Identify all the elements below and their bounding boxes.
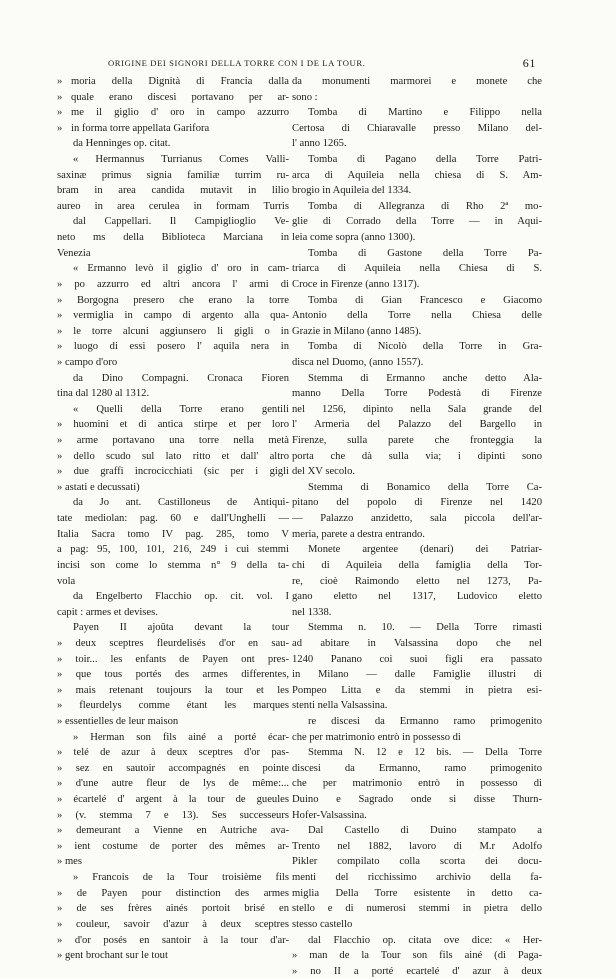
line-text: aureo in area cerulea in formam Turris [57,200,289,212]
line-text: menti del ricchissimo archivio della fa- [292,872,542,884]
line-text: » po azzurro ed altri ancora l' armi di [57,278,289,290]
quote-mark: » [57,122,63,134]
text-line [57,683,289,699]
line-text: » le torre alcuni aggiunsero li gigli o in [57,325,289,337]
text-line [292,464,542,480]
line-text: Monete argentee (denari) dei Patriar- [308,544,542,556]
line-text: Duino e Sagrado onde si disse Thurn- [292,794,542,806]
line-text: » man de la Tour son fils ainé (di Paga- [292,950,542,962]
line-text: da Engelberto Flacchio op. cit. vol. I [73,591,289,603]
line-text: ad abitare in Valsassina dopo che nel [292,637,542,649]
line-text: bram in area candida mutavit in lilio [57,185,289,197]
line-text: « Hermannus Turrianus Comes Valli- [73,154,289,166]
text-line [57,293,289,309]
line-text: nel 1338. [292,606,332,618]
text-line [292,371,542,387]
text-line [57,449,289,465]
line-text: tate mediolan: pag. 60 e dall'Unghelli — [57,513,289,525]
text-line [57,261,289,277]
text-line [292,480,542,496]
line-text: da monumenti marmorei e monete che [292,76,542,87]
text-line [57,589,289,605]
line-text: » que tous portés des armes differentes, [57,669,289,681]
line-text: » luogo di essi posero l' aquila nera in [57,341,289,353]
text-line [57,308,289,324]
text-line [57,464,289,480]
text-line [292,495,542,511]
line-text: Italia Sacra tomo IV pag. 285, tomo V [57,528,289,540]
text-line [292,808,542,824]
text-line [292,277,542,293]
text-line [292,527,542,543]
text-line [57,542,289,558]
line-text: » Herman son fils ainé a porté écar- [73,731,289,743]
line-text: meria, parete a destra entrando. [292,528,425,540]
right-column [292,74,542,979]
text-line [292,74,542,90]
text-line [57,605,289,621]
text-line [57,667,289,683]
line-text: quale erano discesi portavano per ar- [71,91,289,103]
line-text: pitano del popolo di Firenze nel 1420 [292,497,542,509]
line-text: Tomba di Pagano della Torre Patri- [308,154,542,166]
text-line [57,698,289,714]
line-text: — Palazzo anzidetto, sala piccola dell'ar- [292,513,542,525]
text-line [57,339,289,355]
line-text: miglia Della Torre esistente in detto ca- [292,887,542,899]
text-line [292,933,542,949]
line-text: Pompeo Litta e da stemmi in pietra esi- [292,684,542,696]
line-text: Dal Castello di Duino stampato a [308,825,542,837]
text-line [57,277,289,293]
line-text: l' Armeria del Palazzo del Bargello in [292,419,542,431]
line-text: nel 1256, dipinto nella Sala grande del [292,403,542,415]
text-line [292,152,542,168]
text-line [57,183,289,199]
running-title: ORIGINE DEI SIGNORI DELLA TORRE CON I DE LA TOUR. [108,58,366,68]
text-line [292,667,542,683]
line-text: Pikler compilato colla scorta dei docu- [292,856,542,868]
line-text: « Ermanno levò il giglio d' oro in cam- [73,263,289,275]
text-line [57,886,289,902]
text-line [57,870,289,886]
text-line [292,168,542,184]
text-line [292,230,542,246]
line-text: » no II a porté ecartelé d' azur à deux [292,965,542,977]
line-text: re, cioè Raimondo eletto nel 1273, Pa- [292,575,542,587]
line-text: l' anno 1265. [292,138,347,150]
text-line [57,901,289,917]
line-text: Stemma di Bonamico della Torre Ca- [308,481,542,493]
line-text: brogio in Aquileia del 1334. [292,185,412,197]
line-text: da Jo ant. Castilloneus de Antiqui- [73,497,289,509]
line-text: Tomba di Martino e Filippo nella [308,107,542,119]
text-line [292,964,542,979]
line-text: » demeurant a Vienne en Autriche ava- [57,825,289,837]
text-line [292,449,542,465]
line-text: Tomba di Nicolò della Torre in Gra- [308,341,542,353]
text-line [292,542,542,558]
line-text: sono : [292,91,318,103]
text-line [292,199,542,215]
text-line [292,402,542,418]
line-text: capit : armes et devises. [57,606,158,618]
running-header [80,56,536,72]
line-text: stello e di numerosi stemmi in pietra dello [292,903,542,915]
line-text: Tomba di Allegranza di Rho 2ª mo- [308,200,542,212]
text-line [57,90,289,106]
text-line [292,917,542,933]
text-line [57,823,289,839]
text-line [292,901,542,917]
line-text: » Francois de la Tour troisième fils [73,872,289,884]
text-line [57,745,289,761]
text-line [292,792,542,808]
line-text: che per matrimonio entrò in possesso di [292,731,461,743]
line-text: stesso castello [292,918,353,930]
text-line [57,652,289,668]
text-line [57,776,289,792]
line-text: Hofer-Valsassina. [292,809,367,821]
line-text: » essentielles de leur maison [57,715,179,727]
text-line [292,355,542,371]
text-line [57,495,289,511]
text-line [292,761,542,777]
line-text: » gent brochant sur le tout [57,950,168,962]
text-line [57,230,289,246]
line-text: » telé de azur à deux sceptres d'or pas- [57,747,289,759]
line-text: disca nel Duomo, (anno 1557). [292,356,424,368]
text-line [57,214,289,230]
line-text: in forma torre appellata Garifora [71,122,210,134]
text-line [292,90,542,106]
text-line [292,605,542,621]
text-line [292,870,542,886]
line-text: incisi son come lo stemma n° 9 della ta- [57,559,289,571]
text-line [292,948,542,964]
line-text: » deux sceptres fleurdelisés d'or en sau- [57,637,289,649]
text-line [292,121,542,137]
line-text: » huomini et di antica stirpe et per loro [57,419,289,431]
text-line [292,308,542,324]
text-line [57,74,289,90]
text-line [57,839,289,855]
text-line [57,152,289,168]
line-text: vola [57,575,76,587]
text-line [57,136,289,152]
line-text: » due graffi incrocicchiati (sic per i gigli [57,466,289,478]
line-text: » Borgogna presero che erano la torre [57,294,289,306]
text-line [57,714,289,730]
line-text: gano eletto nel 1317, Ludovico eletto [292,591,542,603]
text-line [57,948,289,964]
line-text: Certosa di Chiaravalle presso Milano del- [292,122,542,134]
text-line [292,636,542,652]
line-text: dal Cappellari. Il Campiglioglio Ve- [73,216,289,228]
text-line [292,105,542,121]
text-line [57,917,289,933]
text-line [292,433,542,449]
line-text: tina dal 1280 al 1312. [57,388,150,400]
left-column [57,74,289,964]
line-text: discesi da Ermanno, ramo primogenito [292,762,542,774]
text-line [292,339,542,355]
line-text: Croce in Firenze (anno 1317). [292,278,420,290]
text-line [292,136,542,152]
text-line [57,417,289,433]
line-text: triarca di Aquileia nella Chiesa di S. [292,263,542,275]
line-text: arca di Aquileia nella chiesa di S. Am- [292,169,542,181]
line-text: da Henninges op. citat. [73,138,171,150]
line-text: » de ses frères ainés portoit brisé en [57,903,289,915]
line-text: dal Flacchio op. citata ove dice: « Her- [308,934,542,946]
line-text: Stemma di Ermanno anche detto Ala- [308,372,542,384]
line-text: saxinæ primus signia familiæ turrim ru- [57,169,289,181]
line-text: » dello scudo sul lato ritto et dall' altro [57,450,289,462]
line-text: Grazie in Milano (anno 1485). [292,325,422,337]
line-text: » sez en sautoir accompagnés en pointe [57,762,289,774]
line-text: » arme portavano una torre nella metà [57,435,289,447]
text-line [292,558,542,574]
text-line [292,261,542,277]
line-text: » astati e decussati) [57,481,140,493]
text-line [57,511,289,527]
line-text: manno Della Torre Podestà di Firenze [292,388,542,400]
text-line [292,886,542,902]
text-line [57,121,289,137]
text-line [57,199,289,215]
text-line [292,698,542,714]
line-text: » (v. stemma 7 e 13). Ses successeurs [57,809,289,821]
line-text: chi di Aquileia della famiglia della Tor- [292,559,542,571]
line-text: » toir... les enfants de Payen ont pres- [57,653,289,665]
line-text: » de Payen pour distinction des armes [57,887,289,899]
line-text: neto ms della Biblioteca Marciana in [57,232,289,244]
line-text: Stemma N. 12 e 12 bis. — Della Torre [308,747,542,759]
text-line [57,105,289,121]
text-line [57,433,289,449]
text-line [292,683,542,699]
text-line [292,574,542,590]
line-text: » mes [57,856,83,868]
line-text: » d'or posés en santoir à la tour d'ar- [57,934,289,946]
text-line [292,511,542,527]
line-text: 1240 Panano coi suoi figli era passato [292,653,542,665]
line-text: del XV secolo. [292,466,356,478]
line-text: porta che dà sulla via; i dipinti sono [292,450,542,462]
text-line [292,293,542,309]
text-line [57,730,289,746]
line-text: Stemma n. 10. — Della Torre rimasti [308,622,542,634]
line-text: a pag: 95, 100, 101, 216, 249 i cui stemmi [57,544,289,556]
line-text: leia come sopra (anno 1300). [292,232,416,244]
text-line [57,168,289,184]
line-text: moria della Dignità di Francia dalla [71,76,289,87]
text-line [57,620,289,636]
text-line [57,808,289,824]
line-text: da Dino Compagni. Cronaca Fioren [73,372,289,384]
quote-mark: » [57,91,63,103]
text-line [292,745,542,761]
line-text: » couleur, savoir d'azur à deux sceptres [57,918,289,930]
line-text: » d'une autre fleur de lys de même:... [57,778,289,790]
text-line [292,620,542,636]
line-text: re discesi da Ermanno ramo primogenito [308,715,542,727]
line-text: me il giglio d' oro in campo azzurro [71,107,289,119]
text-line [292,776,542,792]
text-line [292,839,542,855]
line-text: Tomba di Gian Francesco e Giacomo [308,294,542,306]
text-line [292,823,542,839]
text-line [57,324,289,340]
text-line [57,355,289,371]
line-text: Venezia [57,247,91,259]
line-text: in Milano — dalle Famiglie illustri di [292,669,542,681]
page-number: 61 [522,56,536,70]
text-line [57,761,289,777]
quote-mark: » [57,107,63,119]
line-text: Trento nel 1882, lavoro di M.r Adolfo [292,840,542,852]
line-text: « Quelli della Torre erano gentili [73,403,289,415]
text-line [57,386,289,402]
line-text: Payen II ajoûta devant la tour [73,622,289,634]
text-line [292,183,542,199]
line-text: » vermiglia in campo di argento alla qua- [57,310,289,322]
line-text: stenti nella Valsassina. [292,700,388,712]
line-text: che per matrimonio entrò in possesso di [292,778,542,790]
text-line [57,480,289,496]
quote-mark: » [57,76,63,87]
line-text: » écartelé d' argent à la tour de gueules [57,794,289,806]
line-text: » ient costume de porter des mêmes ar- [57,840,289,852]
text-line [57,574,289,590]
text-line [292,246,542,262]
text-line [292,589,542,605]
line-text: Firenze, sulla parete che fronteggia la [292,435,542,447]
text-line [292,386,542,402]
text-line [57,854,289,870]
text-line [292,854,542,870]
text-line [57,792,289,808]
text-line [292,417,542,433]
text-line [57,371,289,387]
line-text: » fleurdelys comme étant les marques [57,700,289,712]
line-text: Antonio della Torre nella Chiesa delle [292,310,542,322]
text-line [292,652,542,668]
text-line [57,933,289,949]
text-line [57,246,289,262]
line-text: » mais retenant toujours la tour et les [57,684,289,696]
line-text: glie di Corrado della Torre — in Aqui- [292,216,542,228]
text-line [292,730,542,746]
line-text: » campo d'oro [57,356,118,368]
text-line [292,214,542,230]
text-line [57,402,289,418]
text-line [292,324,542,340]
text-line [57,636,289,652]
text-line [57,527,289,543]
text-line [57,558,289,574]
text-line [292,714,542,730]
line-text: Tomba di Gastone della Torre Pa- [308,247,542,259]
